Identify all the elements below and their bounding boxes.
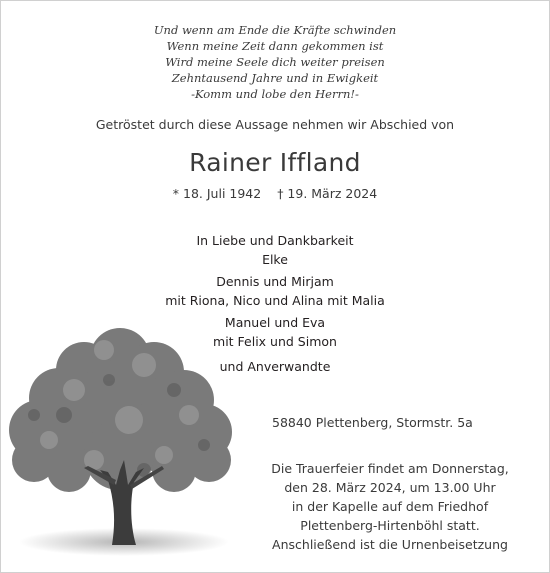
- service-line-2: den 28. März 2024, um 13.00 Uhr: [284, 480, 496, 495]
- tree-icon: [4, 320, 236, 560]
- poem-line-3: Wird meine Seele dich weiter preisen: [165, 55, 385, 69]
- birth-date: * 18. Juli 1942: [172, 186, 262, 201]
- service-line-1: Die Trauerfeier findet am Donnerstag,: [271, 461, 509, 476]
- death-date: † 19. März 2024: [277, 186, 378, 201]
- mourner-line-5: mit Felix und Simon: [213, 334, 337, 349]
- mourner-line-1: Elke: [262, 252, 288, 267]
- life-dates: [0, 186, 550, 201]
- intro-text: Getröstet durch diese Aussage nehmen wir Abschied von: [95, 117, 455, 132]
- mourner-line-6: und Anverwandte: [219, 359, 331, 374]
- service-line-3: in der Kapelle auf dem Friedhof: [291, 499, 489, 514]
- family-address: 58840 Plettenberg, Stormstr. 5a: [272, 415, 473, 430]
- poem-line-2: Wenn meine Zeit dann gekommen ist: [166, 39, 384, 53]
- mourners-heading: In Liebe und Dankbarkeit: [196, 233, 354, 248]
- poem-line-4: Zehntausend Jahre und in Ewigkeit: [171, 71, 379, 85]
- service-info: [240, 459, 540, 554]
- deceased-name: Rainer Iffland: [189, 148, 361, 177]
- service-line-5: Anschließend ist die Urnenbeisetzung: [272, 537, 508, 552]
- mourner-line-2: Dennis und Mirjam: [216, 274, 334, 289]
- poem-line-1: Und wenn am Ende die Kräfte schwinden: [153, 23, 397, 37]
- poem-line-5: -Komm und lobe den Herrn!-: [191, 87, 359, 101]
- poem: [0, 22, 550, 102]
- service-line-4: Plettenberg-Hirtenböhl statt.: [300, 518, 480, 533]
- mourner-line-3: mit Riona, Nico und Alina mit Malia: [165, 293, 385, 308]
- mourner-line-4: Manuel und Eva: [224, 315, 326, 330]
